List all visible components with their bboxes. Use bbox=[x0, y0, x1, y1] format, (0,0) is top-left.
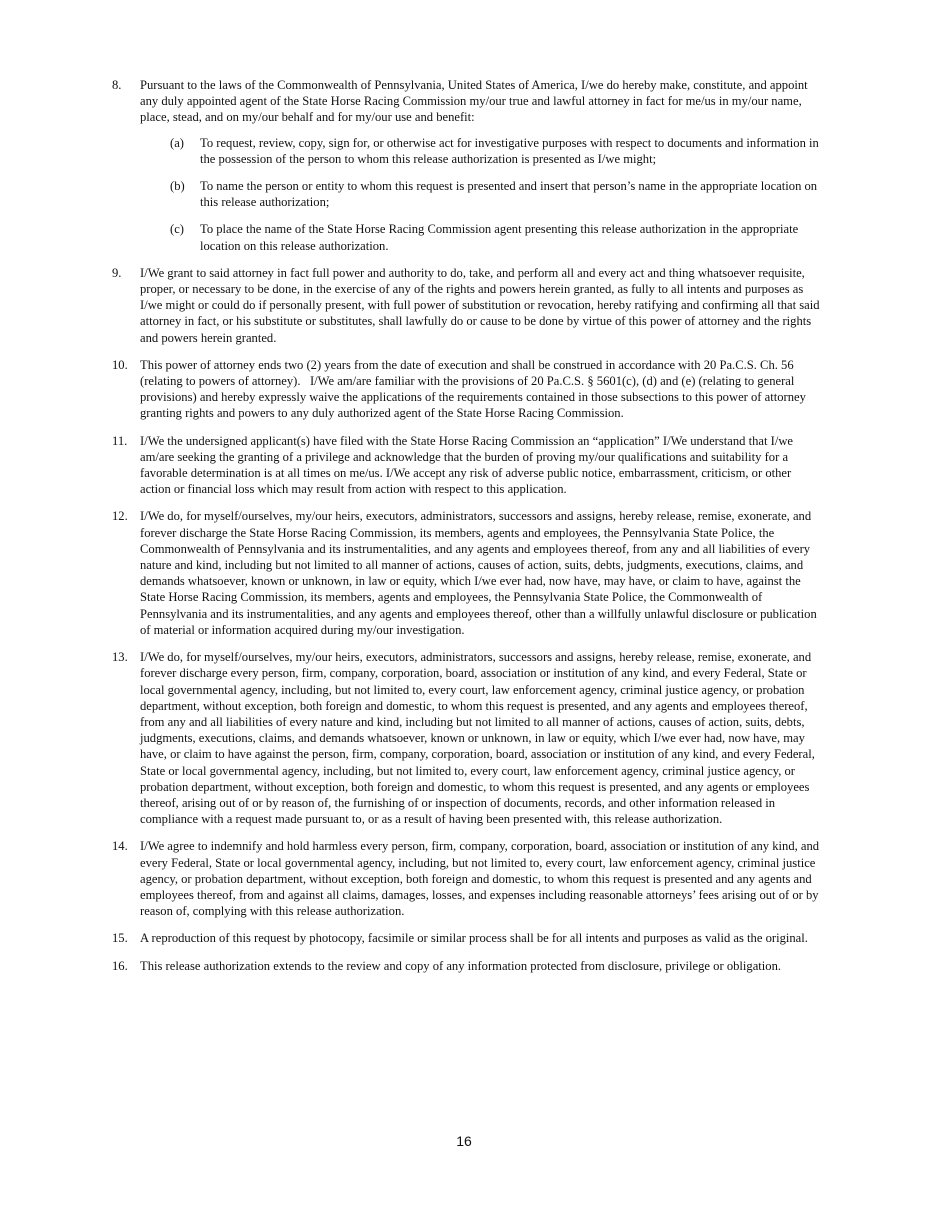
page-number: 16 bbox=[456, 1133, 472, 1149]
clause-8 bbox=[112, 77, 822, 254]
clause-number: 8. bbox=[112, 78, 122, 92]
clause-10 bbox=[112, 357, 822, 422]
subitem-label: (c) bbox=[170, 222, 184, 237]
subitem-text: To request, review, copy, sign for, or otherwise act for investigative purposes with respect to documents and information in the possession of the person to whom this release authorization is presented as I/we might; bbox=[200, 135, 819, 166]
clause-15 bbox=[112, 930, 822, 946]
clause-12 bbox=[112, 508, 822, 638]
subitem-label: (b) bbox=[170, 179, 185, 194]
subitem-b bbox=[170, 178, 822, 210]
clause-number: 10. bbox=[112, 357, 128, 372]
clause-13 bbox=[112, 649, 822, 827]
clause-number: 12. bbox=[112, 509, 128, 524]
clause-8-subitems bbox=[170, 135, 822, 254]
clause-text: I/We the undersigned applicant(s) have filed with the State Horse Racing Commission an “application” I/We understand that I/we am/are seeking the granting of a privilege and acknowledge that the burden of proving my/our qualifications and suitability for a favorable determination is at all times on me/us. I/We accept any risk of adverse public notice, embarrassment, criticism, or other action or financial loss which may result from action with respect to this application. bbox=[140, 433, 794, 497]
subitem-text: To place the name of the State Horse Racing Commission agent presenting this release authorization in the appropriate location on this release authorization. bbox=[200, 222, 799, 253]
clause-number: 16. bbox=[112, 958, 128, 973]
clause-14 bbox=[112, 838, 822, 919]
clause-16 bbox=[112, 958, 822, 974]
subitem-label: (a) bbox=[170, 135, 184, 150]
clause-text: This release authorization extends to the review and copy of any information protected from disclosure, privilege or obligation. bbox=[140, 958, 782, 973]
numbered-clauses bbox=[112, 77, 822, 985]
clause-text: This power of attorney ends two (2) years from the date of execution and shall be construed in accordance with 20 Pa.C.S. Ch. 56 (relating to powers of attorney). I/We am/are familiar with the provisions of 20 Pa.C.S. § 5601(c), (d) and (e) (relating to general provisions) and hereby expressly waive the applications of the requirements contained in those subsections to this power of attorney granting rights and powers to any duly authorized agent of the State Horse Racing Commission. bbox=[140, 357, 810, 421]
clause-text: I/We do, for myself/ourselves, my/our heirs, executors, administrators, successors and assigns, hereby release, remise, exonerate, and forever discharge the State Horse Racing Commission, its members, agents and employees, the Pennsylvania State Police, the Commonwealth of Pennsylvania and its instrumentalities, and any agents and employees thereof, from any and all liabilities of every nature and kind, including but not limited to all manner of actions, causes of action, suits, debts, judgments, executions, claims, and demands whatsoever, known or unknown, in law or equity, which I/we ever had, now have, may have, or claim to have, against the State Horse Racing Commission, its members, agents and employees, the Pennsylvania State Police, the Commonwealth of Pennsylvania and its instrumentalities, and any agents and employees thereof, other than a willfully unlawful disclosure or publication of material or information acquired during my/our investigation. bbox=[140, 509, 817, 637]
clause-text: I/We grant to said attorney in fact full power and authority to do, take, and perform all and every act and thing whatsoever requisite, proper, or necessary to be done, in the exercise of any of the rights and powers herein granted, as fully to all intents and purposes as I/we might or could do if personally present, with full power of substitution or revocation, hereby ratifying and confirming all that said attorney in fact, or his substitute or substitutes, shall lawfully do or cause to be done by virtue of this power of attorney and the rights and powers herein granted. bbox=[140, 265, 820, 345]
clause-number: 15. bbox=[112, 931, 128, 946]
clause-text: I/We agree to indemnify and hold harmless every person, firm, company, corporation, board, association or institution of any kind, and every Federal, State or local governmental agency, including, but not limited to, every court, law enforcement agency, criminal justice agency, or probation department, without exception, both foreign and domestic, to whom this request is presented and any agents and employees thereof, from and against all claims, damages, losses, and expenses including reasonable attorneys’ fees arising out of or by reason of, complying with this release authorization. bbox=[140, 839, 820, 919]
subitem-a bbox=[170, 135, 822, 167]
clause-text: I/We do, for myself/ourselves, my/our heirs, executors, administrators, successors and assigns, hereby release, remise, exonerate, and forever discharge every person, firm, company, corporation, board, association or institution of any kind, and every Federal, State or local governmental agency, including, but not limited to, every court, law enforcement agency, criminal justice agency, or probation department, without exception, both foreign and domestic, to whom this request is presented, and any agents and employees thereof, from any and all liabilities of every nature and kind, including but not limited to all manner of actions, causes of action, suits, debts, judgments, executions, claims, and demands whatsoever, known or unknown, in law or equity, which I/we ever had, now have, may have, or claim to have against the person, firm, company, corporation, board, association or institution of any kind, and every Federal, State or local governmental agency, including, but not limited to, every court, law enforcement agency, criminal justice agency, or probation department, without exception, both foreign and domestic, to whom this request is presented, and any agents or employees thereof, arising out of or by reason of, the furnishing of or inspection of documents, records, and other information released in compliance with a request made pursuant to, or as a result of having been presented with, this release authorization. bbox=[140, 650, 815, 827]
clause-number: 14. bbox=[112, 839, 128, 854]
clause-text: Pursuant to the laws of the Commonwealth of Pennsylvania, United States of America, I/we do hereby make, constitute, and appoint any duly appointed agent of the State Horse Racing Commission my/our true and lawful attorney in fact for me/us in my/our name, place, stead, and on my/our behalf and for my/our use and benefit: bbox=[140, 78, 808, 125]
clause-text: A reproduction of this request by photocopy, facsimile or similar process shall be for all intents and purposes as valid as the original. bbox=[140, 931, 808, 946]
clause-11 bbox=[112, 433, 822, 498]
clause-number: 11. bbox=[112, 433, 128, 448]
clause-number: 13. bbox=[112, 650, 128, 665]
subitem-text: To name the person or entity to whom this request is presented and insert that person’s name in the appropriate location on this release authorization; bbox=[200, 179, 818, 210]
clause-number: 9. bbox=[112, 265, 122, 280]
clause-9 bbox=[112, 265, 822, 346]
subitem-c bbox=[170, 221, 822, 253]
